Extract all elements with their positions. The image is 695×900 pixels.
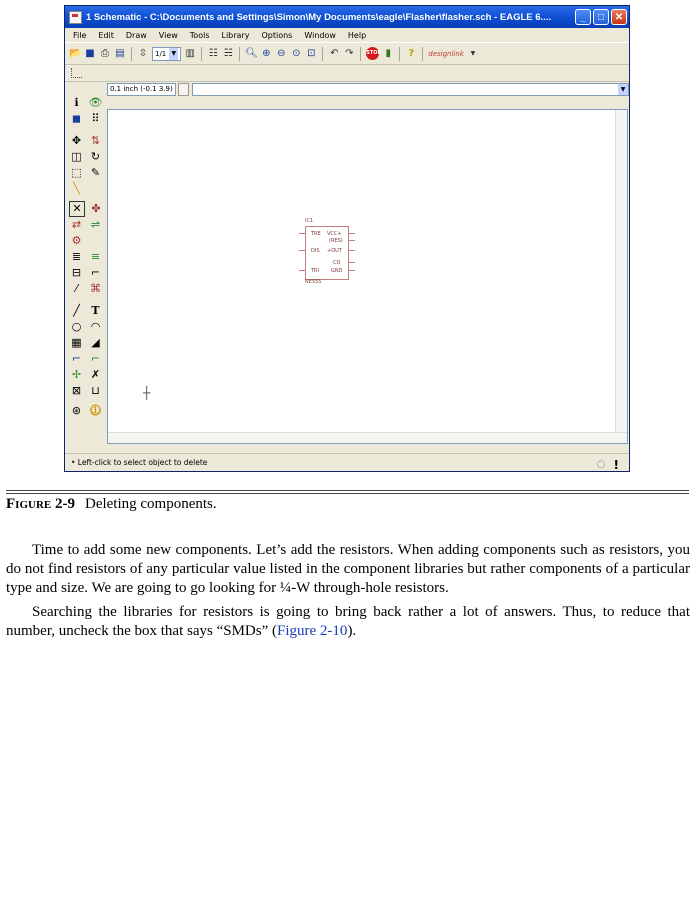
errors-icon[interactable]: ⓵ [90, 404, 101, 417]
info-icon[interactable]: ℹ [74, 96, 79, 109]
horizontal-scrollbar[interactable] [108, 432, 627, 443]
menu-library[interactable]: Library [221, 30, 250, 40]
replace-icon[interactable]: ⇌ [90, 218, 101, 231]
library-icon[interactable]: ▥ [185, 47, 195, 59]
print-icon[interactable]: ⎙ [101, 47, 109, 59]
mark-icon[interactable]: ⠿ [91, 112, 100, 125]
redo-icon[interactable]: ↷ [345, 47, 354, 59]
coordinate-button[interactable] [178, 83, 189, 96]
figure-caption [6, 496, 217, 513]
crosshair-cursor: ┼ [143, 386, 151, 400]
arc-icon[interactable]: ◠ [90, 320, 101, 333]
maximize-button[interactable]: □ [593, 9, 609, 25]
minimize-button[interactable]: _ [575, 9, 591, 25]
delete-icon[interactable]: ✕ [69, 201, 85, 217]
window-title: 1 Schematic - C:\Documents and Settings\Simon\My Documents\eagle\Flasher\flasher.sch - EAGLE 6.... [86, 11, 552, 23]
status-text: • Left-click to select object to delete [71, 458, 208, 467]
design-link-button[interactable]: designlink [428, 49, 464, 58]
body-paragraph: Time to add some new components. Let’s add the resistors. When adding components such as resistors, you do not find resistors of any particular value listed in the component libraries but rather components of a particular type and size. We are going to go looking for ¼-W through-hole resistors. [6, 542, 690, 596]
wire-icon[interactable]: ╱ [73, 304, 80, 317]
grid-icon[interactable] [71, 68, 82, 78]
pin-label: (RES) [329, 238, 343, 244]
main-toolbar [65, 42, 629, 65]
smash-icon[interactable]: ⊟ [71, 266, 82, 279]
part-value: NE555 [305, 279, 322, 285]
pin-label: TRI [311, 268, 320, 274]
schematic-canvas[interactable] [107, 109, 628, 444]
junction-icon[interactable]: ✢ [71, 368, 82, 381]
show-icon[interactable]: 👁︎ [88, 96, 103, 109]
caption-rule [6, 490, 689, 491]
zoom-fit-icon[interactable]: 🔍︎ [245, 47, 258, 59]
param-toolbar [65, 65, 629, 82]
go-icon[interactable]: ▮ [385, 47, 392, 59]
menu-view[interactable]: View [158, 30, 178, 40]
help-icon[interactable]: ? [408, 47, 415, 59]
undo-icon[interactable]: ↶ [330, 47, 339, 59]
app-icon [69, 11, 82, 24]
close-button[interactable]: ✕ [611, 9, 627, 25]
coordinate-display: 0.1 inch (-0.1 3.9) [107, 83, 176, 96]
label-icon[interactable]: ✗ [90, 368, 101, 381]
command-row [107, 82, 629, 96]
zoom-in-icon[interactable]: ⊕ [262, 47, 271, 59]
status-circle-icon: ○ [596, 459, 606, 470]
text-icon[interactable]: T [91, 304, 100, 317]
attribute-icon[interactable]: ⊠ [71, 384, 82, 397]
gateswap-icon[interactable]: ⚙ [71, 234, 82, 247]
chevron-down-icon[interactable]: ▼ [470, 49, 476, 57]
menu-draw[interactable]: Draw [125, 30, 147, 40]
save-icon[interactable]: ■ [85, 47, 95, 59]
zoom-out-icon[interactable]: ⊖ [277, 47, 286, 59]
invoke-icon[interactable]: ⌘ [90, 282, 101, 295]
sheet-combo[interactable] [152, 47, 181, 61]
move-icon[interactable]: ✥ [71, 134, 82, 147]
group-icon[interactable]: ⬚ [71, 166, 82, 179]
paste-icon[interactable]: ╲ [73, 182, 80, 195]
pin-label: DIS [311, 248, 320, 254]
menu-edit[interactable]: Edit [98, 30, 114, 40]
chevron-down-icon[interactable]: ▼ [618, 84, 628, 95]
figure-label: Figure 2-9 [6, 496, 75, 512]
split-icon[interactable]: ⁄ [75, 282, 78, 295]
title-bar[interactable] [65, 6, 629, 28]
vertical-scrollbar[interactable] [615, 110, 627, 443]
paragraph-text: Searching the libraries for resistors is going to bring back rather a lot of answers. Thus, to reduce that number, uncheck the box that says “SMDs” ( [6, 604, 690, 639]
mirror-icon[interactable]: ◫ [71, 150, 82, 163]
open-icon[interactable]: 📂 [69, 47, 82, 59]
miter-icon[interactable]: ⌐ [90, 266, 101, 279]
erc-icon[interactable]: ⊛ [71, 404, 82, 417]
chevron-down-icon: ▼ [169, 48, 178, 60]
circle-icon[interactable]: ○ [71, 320, 82, 333]
figure-link[interactable]: Figure 2-10 [277, 623, 348, 639]
menu-bar [65, 28, 629, 42]
pin-label: TRE [311, 231, 321, 237]
pin-label: VCC+ [327, 231, 342, 237]
pin-label: CO [333, 260, 341, 266]
menu-file[interactable]: File [73, 30, 87, 40]
stop-icon[interactable]: STOP [366, 47, 379, 60]
zoom-select-icon[interactable]: ⊡ [307, 47, 316, 59]
bus-icon[interactable]: ⌐ [71, 352, 82, 365]
schematic-icon[interactable]: ☵ [223, 47, 233, 59]
part-name: IC1 [305, 218, 314, 224]
status-bar [65, 453, 629, 471]
pinswap-icon[interactable]: ⇄ [71, 218, 82, 231]
exclamation-icon[interactable]: ! [613, 458, 619, 472]
menu-help[interactable]: Help [347, 30, 367, 40]
pin-label: GND [331, 268, 343, 274]
caption-rule [6, 493, 689, 494]
sheet-combo-value: 1/1 [155, 49, 167, 58]
redraw-icon[interactable]: ⊙ [292, 47, 301, 59]
menu-options[interactable]: Options [261, 30, 293, 40]
change-icon[interactable]: ✎ [90, 166, 101, 179]
menu-tools[interactable]: Tools [189, 30, 210, 40]
add-icon[interactable]: ✤ [91, 202, 101, 215]
body-paragraph [6, 603, 690, 641]
display-icon[interactable]: ◼ [71, 112, 82, 125]
eagle-window [64, 5, 630, 472]
name-icon[interactable]: ≣ [71, 250, 82, 263]
net-icon[interactable]: ⌐ [90, 352, 101, 365]
polygon-icon[interactable]: ◢ [91, 336, 100, 349]
figure-caption-text: Deleting components. [84, 496, 217, 512]
command-input[interactable] [192, 83, 629, 96]
rect-icon[interactable]: ▦ [71, 336, 82, 349]
cam-icon[interactable]: ▤ [115, 47, 125, 59]
pin-label: +OUT [327, 248, 342, 254]
copy-icon[interactable]: ⇅ [90, 134, 101, 147]
value-icon[interactable]: ≡ [90, 250, 101, 263]
sheet-icon[interactable]: ⇳ [138, 47, 148, 59]
dimension-icon[interactable]: ⊔ [91, 384, 100, 397]
menu-window[interactable]: Window [304, 30, 336, 40]
board-icon[interactable]: ☷ [208, 47, 218, 59]
rotate-icon[interactable]: ↻ [90, 150, 101, 163]
paragraph-text: ). [347, 623, 357, 639]
tool-palette [67, 95, 105, 419]
